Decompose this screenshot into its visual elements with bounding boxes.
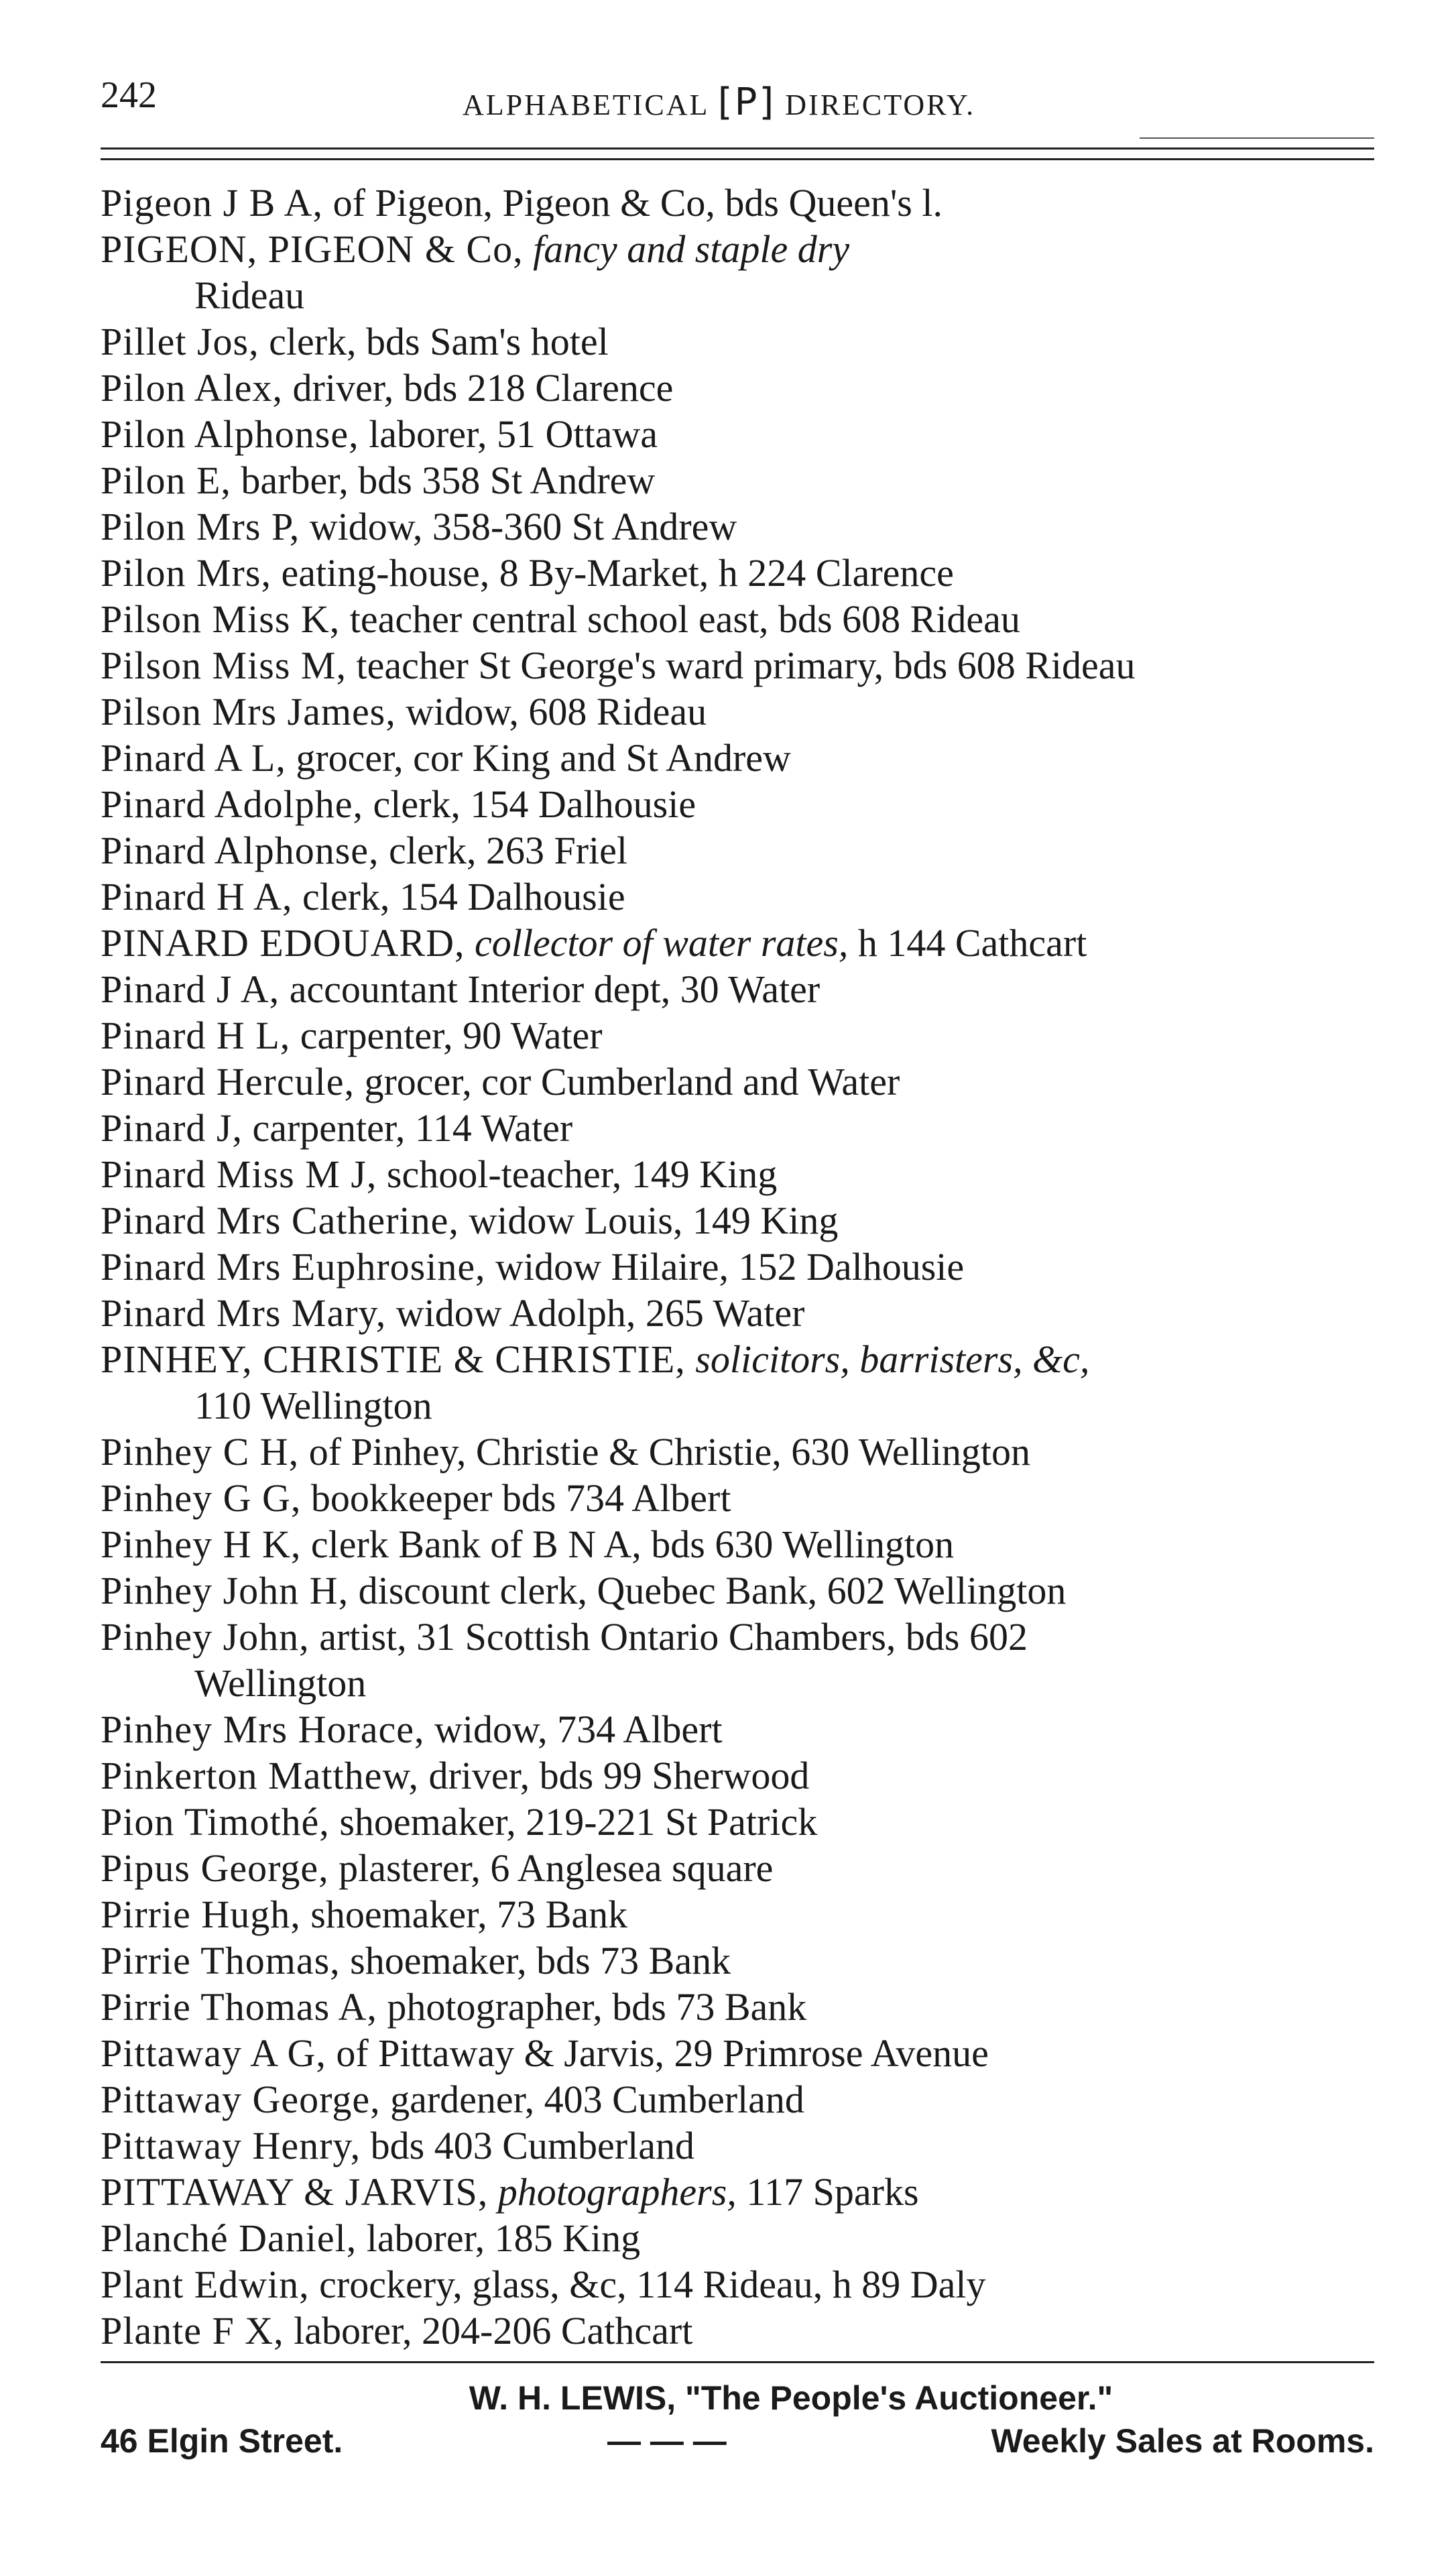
entry-name: Pilon Mrs P,	[101, 505, 300, 548]
entry-name: Pion Timothé,	[101, 1800, 330, 1844]
entry-name: Pinkerton Matthew,	[101, 1754, 419, 1797]
entry-continuation	[101, 272, 1374, 318]
directory-entry	[101, 596, 1374, 642]
directory-entry	[101, 1845, 1374, 1891]
directory-entry	[101, 1059, 1374, 1105]
entry-details: clerk, 263 Friel	[389, 829, 628, 872]
entry-details: teacher central school east, bds 608 Rideau	[349, 597, 1020, 641]
entry-details: grocer, cor King and St Andrew	[296, 736, 791, 780]
entry-details: carpenter, 114 Water	[252, 1106, 573, 1150]
directory-entry	[101, 2169, 1374, 2215]
directory-entry	[101, 781, 1374, 827]
directory-entry	[101, 1752, 1374, 1799]
entry-details: discount clerk, Quebec Bank, 602 Wellington	[358, 1569, 1067, 1612]
entry-details: 117 Sparks	[746, 2170, 919, 2214]
entry-name: Pillet Jos,	[101, 320, 259, 363]
entry-details: artist, 31 Scottish Ontario Chambers, bds 602	[319, 1615, 1028, 1659]
directory-entry	[101, 2215, 1374, 2261]
directory-entry	[101, 689, 1374, 735]
directory-entry	[101, 1012, 1374, 1059]
directory-entry	[101, 735, 1374, 781]
entry-continuation-text: Wellington	[194, 1661, 367, 1705]
entry-name: Pinhey John H,	[101, 1569, 349, 1612]
directory-entry	[101, 1937, 1374, 1984]
directory-entry	[101, 457, 1374, 503]
entry-name: Pinard Mrs Euphrosine,	[101, 1245, 486, 1289]
directory-entry	[101, 920, 1374, 966]
entry-trade: fancy and staple dry	[533, 227, 850, 271]
entry-name: Pigeon J B A,	[101, 181, 324, 225]
entry-details: bds 403 Cumberland	[370, 2124, 694, 2167]
entry-trade: solicitors, barristers, &c,	[695, 1337, 1090, 1381]
running-title	[463, 80, 975, 124]
entry-details: shoemaker, 73 Bank	[310, 1893, 628, 1936]
entry-details: laborer, 51 Ottawa	[369, 412, 658, 456]
entry-name: Pilon E,	[101, 459, 231, 502]
entry-details: clerk, 154 Dalhousie	[302, 875, 625, 918]
entry-details: widow, 608 Rideau	[406, 690, 707, 733]
directory-entry	[101, 1706, 1374, 1752]
header-rule	[101, 147, 1374, 150]
entry-details: grocer, cor Cumberland and Water	[364, 1060, 900, 1103]
directory-entry	[101, 874, 1374, 920]
entry-name: Pinard Adolphe,	[101, 782, 363, 826]
directory-entry	[101, 827, 1374, 874]
entry-name: Pinard Mrs Mary,	[101, 1291, 387, 1335]
entry-details: widow Louis, 149 King	[469, 1199, 839, 1242]
entry-name: Pirrie Thomas A,	[101, 1985, 377, 2029]
directory-entry	[101, 180, 1374, 226]
entry-name: Pilon Alex,	[101, 366, 284, 410]
title-before: ALPHABETICAL	[463, 88, 709, 121]
entry-details: barber, bds 358 St Andrew	[241, 459, 656, 502]
advertisement-sales: Weekly Sales at Rooms.	[991, 2422, 1374, 2460]
entry-name: Pinard H A,	[101, 875, 293, 918]
advertisement-dashes: — — —	[607, 2422, 727, 2460]
entry-name: Pinard Miss M J,	[101, 1152, 377, 1196]
entry-details: school-teacher, 149 King	[386, 1152, 778, 1196]
entry-details: gardener, 403 Cumberland	[390, 2078, 804, 2121]
entry-name: Plant Edwin,	[101, 2263, 310, 2306]
entry-name: PINHEY, CHRISTIE & CHRISTIE,	[101, 1337, 686, 1381]
entry-name: Pinhey G G,	[101, 1476, 302, 1520]
entry-name: Plante F X,	[101, 2309, 284, 2352]
entry-name: Planché Daniel,	[101, 2216, 357, 2260]
entry-trade: photographers,	[497, 2170, 737, 2214]
entry-name: Pirrie Thomas,	[101, 1939, 341, 1982]
directory-entry	[101, 1244, 1374, 1290]
entry-details: eating-house, 8 By-Market, h 224 Clarence	[281, 551, 954, 595]
directory-entry	[101, 2261, 1374, 2308]
entry-name: Pittaway A G,	[101, 2031, 326, 2075]
title-letter: [P]	[717, 80, 776, 124]
directory-entry	[101, 642, 1374, 689]
entry-continuation	[101, 1660, 1374, 1706]
entry-name: Pinard J,	[101, 1106, 243, 1150]
entry-details: teacher St George's ward primary, bds 608 Rideau	[356, 644, 1136, 687]
entry-name: PIGEON, PIGEON & Co,	[101, 227, 524, 271]
entry-details: of Pittaway & Jarvis, 29 Primrose Avenue	[336, 2031, 989, 2075]
directory-entry	[101, 1521, 1374, 1567]
directory-entry	[101, 1799, 1374, 1845]
advertisement-line	[101, 2422, 1374, 2460]
entry-details: photographer, bds 73 Bank	[387, 1985, 807, 2029]
directory-entry	[101, 226, 1374, 272]
directory-entry	[101, 318, 1374, 365]
entry-continuation-text: Rideau	[194, 274, 305, 317]
entry-name: Pinhey C H,	[101, 1430, 300, 1474]
directory-entry	[101, 2308, 1374, 2354]
entry-name: Pinard J A,	[101, 967, 280, 1011]
directory-entry	[101, 411, 1374, 457]
entry-name: Pittaway George,	[101, 2078, 381, 2121]
advertisement-footer	[101, 2379, 1374, 2460]
directory-entry	[101, 1290, 1374, 1336]
advertiser-name: W. H. LEWIS, "The People's Auctioneer."	[469, 2379, 1113, 2417]
entry-name: Pinhey H K,	[101, 1522, 302, 1566]
entry-details: clerk, bds Sam's hotel	[269, 320, 609, 363]
directory-entry	[101, 503, 1374, 550]
page-number: 242	[101, 74, 157, 116]
entry-name: Pinard H L,	[101, 1014, 291, 1057]
directory-entry	[101, 1614, 1374, 1660]
directory-entry	[101, 1984, 1374, 2030]
entry-trade: collector of water rates,	[474, 921, 849, 965]
entry-name: Pipus George,	[101, 1846, 329, 1890]
title-after: DIRECTORY.	[785, 88, 976, 121]
directory-entry	[101, 2123, 1374, 2169]
directory-entry	[101, 1336, 1374, 1382]
entry-details: crockery, glass, &c, 114 Rideau, h 89 Daly	[319, 2263, 986, 2306]
entry-details: shoemaker, bds 73 Bank	[350, 1939, 731, 1982]
directory-entry	[101, 2030, 1374, 2076]
entry-details: of Pinhey, Christie & Christie, 630 Wellington	[308, 1430, 1031, 1474]
entry-name: Pirrie Hugh,	[101, 1893, 301, 1936]
entry-name: PINARD EDOUARD,	[101, 921, 465, 965]
entry-details: widow, 734 Albert	[434, 1708, 723, 1751]
entry-details: driver, bds 99 Sherwood	[428, 1754, 810, 1797]
entry-details: laborer, 204-206 Cathcart	[294, 2309, 693, 2352]
footer-rule	[101, 2361, 1374, 2363]
entry-details: clerk Bank of B N A, bds 630 Wellington	[310, 1522, 955, 1566]
directory-entry	[101, 2076, 1374, 2123]
directory-entry	[101, 1891, 1374, 1937]
entry-details: of Pigeon, Pigeon & Co, bds Queen's l.	[332, 181, 943, 225]
directory-entry	[101, 1475, 1374, 1521]
entry-name: Pilson Miss M,	[101, 644, 347, 687]
entry-details: bookkeeper bds 734 Albert	[310, 1476, 731, 1520]
entry-name: Pinard A L,	[101, 736, 286, 780]
entry-name: Pinard Alphonse,	[101, 829, 379, 872]
directory-entry	[101, 1105, 1374, 1151]
entry-name: Pinard Mrs Catherine,	[101, 1199, 459, 1242]
directory-entry	[101, 365, 1374, 411]
entry-details: widow Adolph, 265 Water	[396, 1291, 805, 1335]
entry-details: h 144 Cathcart	[857, 921, 1087, 965]
advertiser-address: 46 Elgin Street.	[101, 2422, 343, 2460]
entry-details: driver, bds 218 Clarence	[292, 366, 674, 410]
directory-entry	[101, 550, 1374, 596]
entry-name: Pinhey Mrs Horace,	[101, 1708, 425, 1751]
directory-entry	[101, 1197, 1374, 1244]
page-header	[101, 74, 1374, 127]
entry-details: plasterer, 6 Anglesea square	[339, 1846, 774, 1890]
entry-details: shoemaker, 219-221 St Patrick	[339, 1800, 818, 1844]
entry-details: clerk, 154 Dalhousie	[373, 782, 696, 826]
entry-name: Pinhey John,	[101, 1615, 310, 1659]
entry-details: accountant Interior dept, 30 Water	[289, 967, 821, 1011]
entry-name: Pilon Alphonse,	[101, 412, 359, 456]
entry-name: Pittaway Henry,	[101, 2124, 361, 2167]
directory-entry	[101, 1567, 1374, 1614]
entry-name: Pinard Hercule,	[101, 1060, 355, 1103]
entry-name: Pilson Miss K,	[101, 597, 341, 641]
entry-continuation-text: 110 Wellington	[194, 1384, 432, 1427]
directory-entries	[101, 180, 1374, 2354]
entry-name: Pilon Mrs,	[101, 551, 271, 595]
directory-entry	[101, 1429, 1374, 1475]
entry-details: widow, 358-360 St Andrew	[309, 505, 737, 548]
header-rule-short	[1140, 137, 1374, 139]
entry-details: widow Hilaire, 152 Dalhousie	[495, 1245, 965, 1289]
entry-name: PITTAWAY & JARVIS,	[101, 2170, 489, 2214]
entry-details: carpenter, 90 Water	[300, 1014, 603, 1057]
entry-continuation	[101, 1382, 1374, 1429]
entry-details: laborer, 185 King	[366, 2216, 641, 2260]
directory-entry	[101, 1151, 1374, 1197]
entry-name: Pilson Mrs James,	[101, 690, 396, 733]
header-rule-double	[101, 158, 1374, 160]
directory-entry	[101, 966, 1374, 1012]
